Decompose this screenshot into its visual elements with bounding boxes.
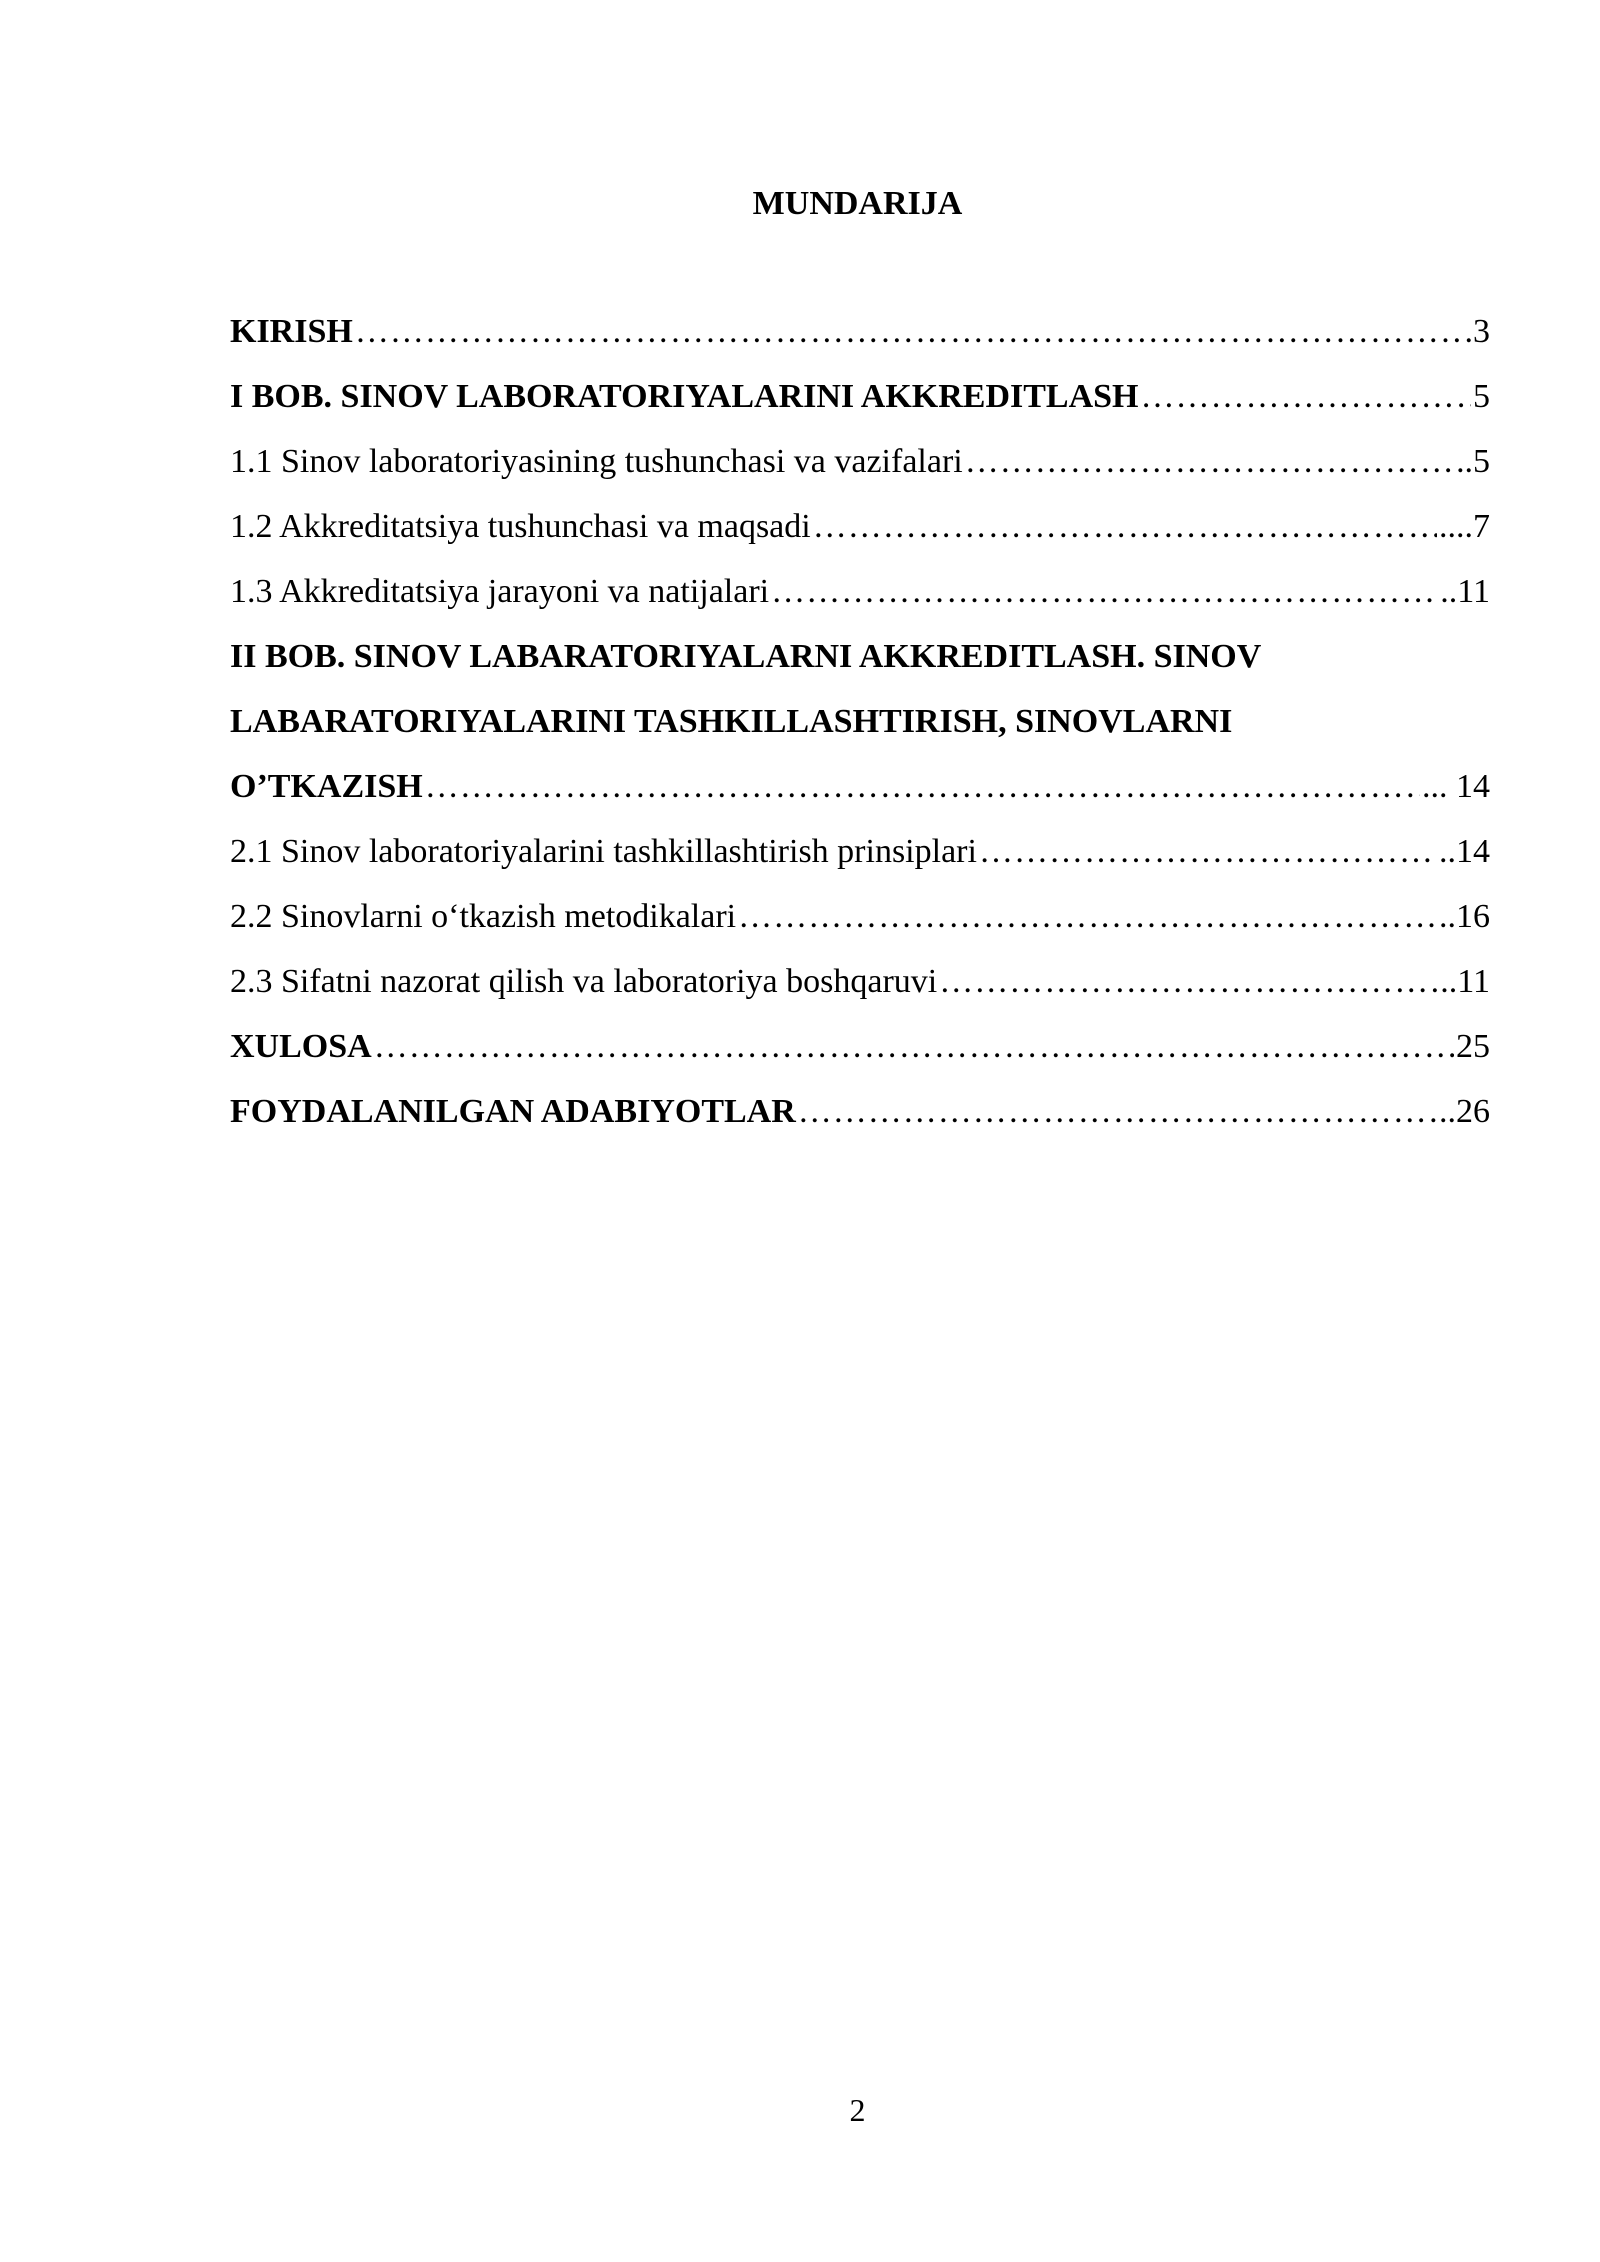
dot-leader	[937, 960, 1438, 1004]
dot-leader	[423, 765, 1420, 809]
toc-entry-page: ..14	[1439, 833, 1490, 870]
table-of-contents	[230, 310, 1490, 1155]
toc-entry-title: 1.1 Sinov laboratoriyasining tushunchasi va vazifalari	[230, 443, 963, 480]
toc-entry-kirish	[230, 310, 1490, 375]
page-title: MUNDARIJA	[752, 185, 963, 222]
toc-entry-chapter-1	[230, 375, 1490, 440]
toc-entry-page: .3	[1464, 313, 1490, 350]
toc-entry-page: ....7	[1439, 508, 1490, 545]
toc-entry-title: KIRISH	[230, 313, 353, 350]
toc-entry-section-2-3	[230, 960, 1490, 1025]
toc-entry-chapter-2	[230, 765, 1490, 830]
toc-entry-section-1-3	[230, 570, 1490, 635]
toc-entry-page: ..11	[1440, 573, 1490, 610]
toc-entry-title: 2.1 Sinov laboratoriyalarini tashkillashtirish prinsiplari	[230, 833, 977, 870]
dot-leader	[736, 895, 1437, 939]
dot-leader	[796, 1090, 1437, 1134]
toc-entry-xulosa	[230, 1025, 1490, 1090]
toc-entry-adabiyotlar	[230, 1090, 1490, 1155]
dot-leader	[1139, 375, 1472, 419]
dot-leader	[353, 310, 1463, 354]
dot-leader	[963, 440, 1463, 484]
toc-entry-title: XULOSA	[230, 1028, 372, 1065]
toc-entry-title: 2.2 Sinovlarni o‘tkazish metodikalari	[230, 898, 737, 935]
dot-leader	[769, 570, 1438, 614]
toc-entry-title: 2.3 Sifatni nazorat qilish va laboratoriya boshqaruvi	[230, 963, 938, 1000]
toc-entry-page: ..26	[1439, 1093, 1490, 1130]
toc-entry-page: .5	[1464, 443, 1490, 480]
toc-entry-chapter-2-line-2: LABARATORIYALARINI TASHKILLASHTIRISH, SINOVLARNI	[230, 703, 1233, 740]
toc-entry-page: 25	[1456, 1028, 1490, 1065]
toc-entry-page: 5	[1473, 378, 1490, 415]
toc-entry-title: I BOB. SINOV LABORATORIYALARINI AKKREDITLASH	[230, 378, 1139, 415]
toc-entry-section-2-2	[230, 895, 1490, 960]
toc-entry-title: 1.2 Akkreditatsiya tushunchasi va maqsadi	[230, 508, 811, 545]
dot-leader	[811, 505, 1437, 549]
toc-entry-page: ..16	[1439, 898, 1490, 935]
toc-entry-page: ..11	[1440, 963, 1490, 1000]
toc-entry-section-2-1	[230, 830, 1490, 895]
dot-leader	[977, 830, 1437, 874]
toc-entry-page: ... 14	[1422, 768, 1490, 805]
page-number: 2	[849, 2092, 866, 2128]
toc-entry-section-1-2	[230, 505, 1490, 570]
dot-leader	[372, 1025, 1454, 1069]
toc-entry-title: 1.3 Akkreditatsiya jarayoni va natijalari	[230, 573, 770, 610]
toc-entry-chapter-2-line-1: II BOB. SINOV LABARATORIYALARNI AKKREDITLASH. SINOV	[230, 638, 1262, 675]
toc-entry-title: O’TKAZISH	[230, 768, 423, 805]
toc-entry-section-1-1	[230, 440, 1490, 505]
toc-entry-title: FOYDALANILGAN ADABIYOTLAR	[230, 1093, 796, 1130]
